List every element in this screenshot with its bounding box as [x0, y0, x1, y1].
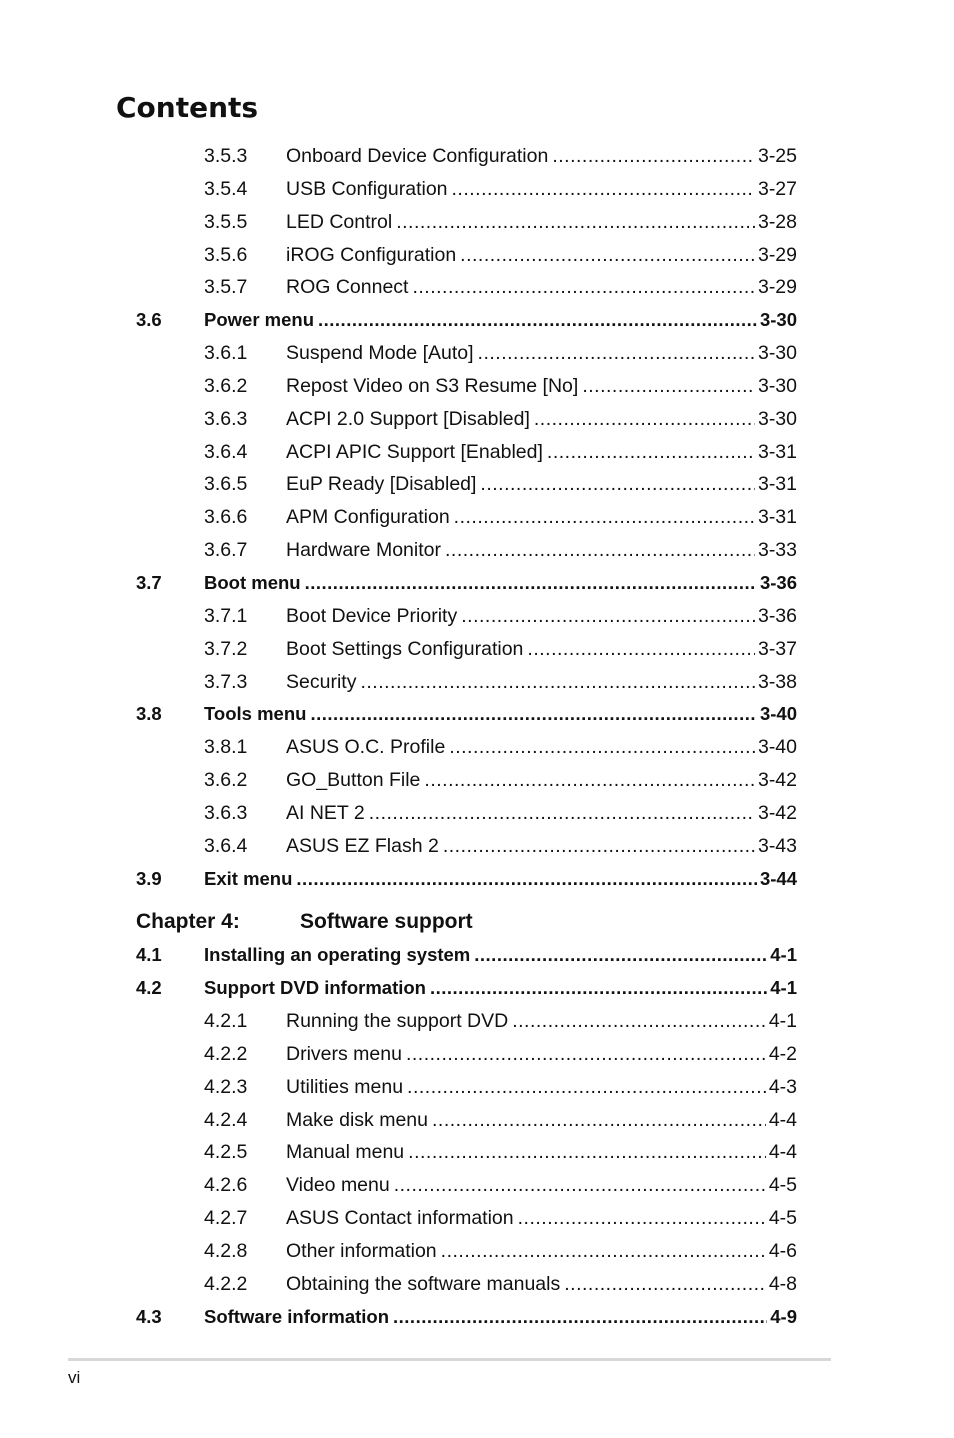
toc-dot-leader — [408, 1136, 766, 1169]
toc-subsection-entry[interactable] — [0, 633, 954, 666]
toc-entry-title: Power menu — [204, 309, 314, 331]
toc-subsection-entry[interactable] — [0, 1038, 954, 1071]
toc-subsection-entry[interactable] — [0, 830, 954, 863]
toc-entry-line — [286, 830, 797, 863]
toc-dot-leader — [445, 534, 755, 567]
toc-entry-page: 3-31 — [757, 506, 797, 529]
toc-entry-number: 3.7.1 — [204, 604, 248, 627]
toc-entry-number: 4.2.6 — [204, 1174, 248, 1197]
toc-entry-number: 3.5.4 — [204, 177, 248, 200]
toc-entry-page: 4-4 — [768, 1141, 797, 1164]
toc-entry-page: 4-1 — [768, 1010, 797, 1033]
toc-entry-line — [286, 468, 797, 501]
toc-subsection-entry[interactable] — [0, 436, 954, 469]
toc-entry-title: Software information — [204, 1305, 390, 1327]
toc-entry-number: 4.2 — [136, 977, 162, 999]
toc-entry-page: 4-3 — [768, 1075, 797, 1098]
toc-group-chapter-4 — [0, 939, 954, 1333]
toc-entry-page: 4-5 — [768, 1174, 797, 1197]
chapter-heading — [0, 905, 954, 939]
toc-subsection-entry[interactable] — [0, 1235, 954, 1268]
toc-dot-leader — [407, 1071, 766, 1104]
toc-entry-title: Video menu — [286, 1174, 390, 1197]
toc-entry-title: LED Control — [286, 210, 393, 233]
toc-subsection-entry[interactable] — [0, 468, 954, 501]
toc-entry-line — [286, 1005, 797, 1038]
toc-dot-leader — [552, 140, 755, 173]
toc-entry-title: GO_Button File — [286, 769, 421, 792]
toc-entry-line — [286, 501, 797, 534]
toc-group-chapter-3 — [0, 140, 954, 895]
toc-entry-page: 3-29 — [757, 276, 797, 299]
toc-entry-title: ASUS O.C. Profile — [286, 736, 446, 759]
toc-entry-line — [286, 633, 797, 666]
toc-section-entry[interactable] — [0, 698, 954, 731]
toc-entry-title: Hardware Monitor — [286, 539, 441, 562]
toc-entry-page: 3-40 — [759, 703, 797, 725]
toc-entry-page: 3-44 — [759, 867, 797, 889]
toc-entry-page: 3-30 — [757, 407, 797, 430]
toc-entry-line — [286, 140, 797, 173]
chapter-title: Software support — [300, 910, 473, 934]
toc-entry-page: 3-33 — [757, 539, 797, 562]
toc-entry-title: EuP Ready [Disabled] — [286, 473, 477, 496]
toc-entry-number: 4.2.1 — [204, 1010, 248, 1033]
toc-entry-line — [286, 666, 797, 699]
toc-entry-title: ROG Connect — [286, 276, 409, 299]
toc-subsection-entry[interactable] — [0, 666, 954, 699]
toc-entry-title: Support DVD information — [204, 977, 426, 999]
toc-entry-line — [286, 271, 797, 304]
toc-subsection-entry[interactable] — [0, 1136, 954, 1169]
toc-section-entry[interactable] — [0, 1301, 954, 1334]
toc-dot-leader — [394, 1169, 766, 1202]
toc-entry-title: USB Configuration — [286, 177, 448, 200]
toc-entry-title: iROG Configuration — [286, 243, 457, 266]
toc-dot-leader — [393, 1301, 767, 1334]
toc-subsection-entry[interactable] — [0, 1104, 954, 1137]
toc-entry-title: Boot menu — [204, 571, 301, 593]
toc-subsection-entry[interactable] — [0, 534, 954, 567]
toc-dot-leader — [512, 1005, 766, 1038]
toc-entry-title: Utilities menu — [286, 1075, 404, 1098]
toc-section-entry[interactable] — [0, 939, 954, 972]
toc-entry-title: Boot Device Priority — [286, 604, 458, 627]
toc-entry-number: 3.5.3 — [204, 145, 248, 167]
toc-entry-line — [286, 1268, 797, 1301]
toc-entry-title: Security — [286, 670, 357, 693]
toc-entry-number: 4.2.2 — [204, 1042, 248, 1065]
toc-subsection-entry[interactable] — [0, 403, 954, 436]
toc-entry-title: Running the support DVD — [286, 1010, 509, 1033]
toc-subsection-entry[interactable] — [0, 140, 954, 173]
toc-entry-title: Obtaining the software manuals — [286, 1272, 561, 1295]
toc-entry-page: 4-2 — [768, 1042, 797, 1065]
toc-subsection-entry[interactable] — [0, 600, 954, 633]
toc-entry-line — [286, 1169, 797, 1202]
toc-entry-line — [286, 731, 797, 764]
toc-entry-number: 3.6.4 — [204, 834, 248, 857]
toc-entry-page: 4-9 — [770, 1305, 797, 1327]
toc-dot-leader — [460, 239, 755, 272]
toc-section-entry[interactable] — [0, 567, 954, 600]
toc-entry-page: 3-42 — [757, 769, 797, 792]
toc-entry-line — [204, 698, 797, 731]
toc-subsection-entry[interactable] — [0, 337, 954, 370]
toc-entry-number: 4.1 — [136, 944, 162, 966]
toc-entry-number: 3.6.6 — [204, 506, 248, 529]
toc-entry-page: 3-30 — [757, 342, 797, 365]
toc-entry-title: Other information — [286, 1240, 437, 1262]
toc-entry-number: 3.5.5 — [204, 210, 248, 233]
toc-entry-page: 3-36 — [759, 571, 797, 593]
toc-entry-page: 3-28 — [757, 210, 797, 233]
toc-dot-leader — [296, 863, 757, 896]
toc-entry-title: Suspend Mode [Auto] — [286, 342, 474, 365]
toc-dot-leader — [518, 1202, 766, 1235]
toc-entry-line — [286, 534, 797, 567]
toc-entry-number: 3.7.3 — [204, 670, 248, 693]
toc-dot-leader — [527, 633, 755, 666]
toc-dot-leader — [478, 337, 755, 370]
toc-entry-line — [286, 1104, 797, 1137]
toc-entry-title: ACPI APIC Support [Enabled] — [286, 440, 543, 463]
toc-entry-number: 3.6.3 — [204, 801, 248, 824]
page-title: Contents — [116, 91, 259, 124]
toc-subsection-entry[interactable] — [0, 173, 954, 206]
toc-dot-leader — [449, 731, 755, 764]
toc-entry-page: 3-37 — [757, 637, 797, 660]
toc-dot-leader — [396, 206, 755, 239]
toc-dot-leader — [547, 436, 755, 469]
toc-entry-number: 4.2.4 — [204, 1108, 248, 1131]
toc-entry-page: 3-40 — [757, 736, 797, 759]
toc-entry-title: Make disk menu — [286, 1108, 428, 1131]
toc-subsection-entry[interactable] — [0, 1071, 954, 1104]
toc-entry-title: ASUS EZ Flash 2 — [286, 834, 439, 857]
toc-entry-title: Installing an operating system — [204, 944, 471, 966]
toc-dot-leader — [424, 764, 755, 797]
toc-entry-line — [204, 939, 797, 972]
toc-dot-leader — [480, 468, 755, 501]
toc-entry-line — [204, 304, 797, 337]
toc-entry-page: 3-30 — [759, 309, 797, 331]
toc-subsection-entry[interactable] — [0, 1169, 954, 1202]
footer-divider — [68, 1358, 831, 1361]
toc-entry-page: 3-29 — [757, 243, 797, 266]
toc-entry-line — [204, 1301, 797, 1334]
toc-entry-line — [286, 403, 797, 436]
toc-entry-title: ASUS Contact information — [286, 1207, 514, 1230]
toc-entry-title: Boot Settings Configuration — [286, 637, 524, 660]
toc-entry-line — [286, 173, 797, 206]
toc-entry-page: 4-6 — [768, 1240, 797, 1262]
toc-subsection-entry[interactable] — [0, 731, 954, 764]
toc-entry-page: 3-30 — [757, 374, 797, 397]
toc-entry-number: 3.8 — [136, 703, 162, 725]
toc-entry-title: APM Configuration — [286, 506, 450, 529]
toc-subsection-entry[interactable] — [0, 370, 954, 403]
toc-entry-line — [286, 436, 797, 469]
toc-entry-page: 4-5 — [768, 1207, 797, 1230]
toc-entry-number: 3.8.1 — [204, 736, 248, 759]
toc-entry-line — [286, 797, 797, 830]
toc-entry-line — [286, 600, 797, 633]
toc-entry-line — [286, 1136, 797, 1169]
toc-entry-number: 3.6.7 — [204, 539, 248, 562]
toc-subsection-entry[interactable] — [0, 797, 954, 830]
toc-dot-leader — [474, 939, 767, 972]
toc-dot-leader — [412, 271, 755, 304]
toc-entry-number: 4.2.3 — [204, 1075, 248, 1098]
toc-entry-line — [286, 370, 797, 403]
toc-entry-title: Exit menu — [204, 867, 293, 889]
toc-entry-title: ACPI 2.0 Support [Disabled] — [286, 407, 530, 430]
toc-entry-number: 3.7 — [136, 571, 162, 593]
toc-dot-leader — [430, 972, 767, 1005]
toc-entry-line — [286, 239, 797, 272]
toc-entry-line — [286, 1202, 797, 1235]
toc-entry-page: 4-1 — [770, 977, 797, 999]
toc-entry-line — [286, 337, 797, 370]
toc-dot-leader — [318, 304, 757, 337]
toc-subsection-entry[interactable] — [0, 1268, 954, 1301]
toc-entry-line — [286, 764, 797, 797]
toc-entry-title: Onboard Device Configuration — [286, 145, 549, 167]
toc-entry-number: 3.9 — [136, 867, 162, 889]
toc-dot-leader — [454, 501, 755, 534]
toc-dot-leader — [582, 370, 755, 403]
toc-entry-title: Tools menu — [204, 703, 307, 725]
toc-subsection-entry[interactable] — [0, 1202, 954, 1235]
toc-dot-leader — [443, 830, 755, 863]
toc-subsection-entry[interactable] — [0, 501, 954, 534]
chapter-label: Chapter 4: — [136, 910, 240, 934]
toc-entry-line — [204, 567, 797, 600]
table-of-contents — [0, 140, 954, 1334]
toc-entry-page: 4-8 — [768, 1272, 797, 1295]
toc-subsection-entry[interactable] — [0, 271, 954, 304]
toc-dot-leader — [369, 797, 755, 830]
toc-section-entry[interactable] — [0, 304, 954, 337]
toc-entry-number: 3.6.2 — [204, 769, 248, 792]
toc-entry-number: 3.6.1 — [204, 342, 248, 365]
toc-entry-number: 3.7.2 — [204, 637, 248, 660]
toc-entry-line — [204, 972, 797, 1005]
toc-entry-number: 3.6.2 — [204, 374, 248, 397]
toc-entry-page: 3-25 — [757, 145, 797, 167]
toc-entry-number: 4.3 — [136, 1305, 162, 1327]
toc-entry-line — [286, 1071, 797, 1104]
toc-entry-number: 4.2.7 — [204, 1207, 248, 1230]
toc-dot-leader — [432, 1104, 766, 1137]
toc-entry-number: 3.6.3 — [204, 407, 248, 430]
toc-entry-page: 3-27 — [757, 177, 797, 200]
toc-entry-line — [286, 1038, 797, 1071]
toc-subsection-entry[interactable] — [0, 239, 954, 272]
toc-dot-leader — [564, 1268, 766, 1301]
toc-entry-page: 3-36 — [757, 604, 797, 627]
footer-page-number: vi — [68, 1368, 81, 1387]
toc-dot-leader — [305, 567, 757, 600]
toc-entry-number: 3.6.5 — [204, 473, 248, 496]
toc-entry-line — [286, 1235, 797, 1268]
toc-section-entry[interactable] — [0, 863, 954, 896]
toc-entry-number: 4.2.2 — [204, 1272, 248, 1295]
toc-dot-leader — [441, 1235, 766, 1268]
toc-entry-number: 3.6.4 — [204, 440, 248, 463]
toc-entry-number: 3.5.7 — [204, 276, 248, 299]
toc-entry-page: 3-43 — [757, 834, 797, 857]
toc-dot-leader — [461, 600, 755, 633]
toc-entry-page: 3-31 — [757, 440, 797, 463]
toc-dot-leader — [310, 698, 757, 731]
toc-entry-page: 3-42 — [757, 801, 797, 824]
toc-subsection-entry[interactable] — [0, 206, 954, 239]
toc-section-entry[interactable] — [0, 972, 954, 1005]
toc-entry-line — [204, 863, 797, 896]
toc-entry-page: 4-1 — [770, 944, 797, 966]
toc-entry-title: Manual menu — [286, 1141, 405, 1164]
toc-entry-title: Repost Video on S3 Resume [No] — [286, 374, 579, 397]
toc-entry-number: 3.6 — [136, 309, 162, 331]
toc-entry-line — [286, 206, 797, 239]
toc-dot-leader — [452, 173, 755, 206]
toc-entry-number: 4.2.5 — [204, 1141, 248, 1164]
toc-entry-number: 3.5.6 — [204, 243, 248, 266]
toc-entry-title: AI NET 2 — [286, 801, 365, 824]
toc-subsection-entry[interactable] — [0, 764, 954, 797]
toc-subsection-entry[interactable] — [0, 1005, 954, 1038]
toc-dot-leader — [406, 1038, 766, 1071]
toc-dot-leader — [534, 403, 755, 436]
toc-entry-page: 3-38 — [757, 670, 797, 693]
toc-entry-number: 4.2.8 — [204, 1240, 248, 1262]
toc-entry-page: 4-4 — [768, 1108, 797, 1131]
toc-entry-title: Drivers menu — [286, 1042, 402, 1065]
toc-dot-leader — [360, 666, 755, 699]
toc-entry-page: 3-31 — [757, 473, 797, 496]
